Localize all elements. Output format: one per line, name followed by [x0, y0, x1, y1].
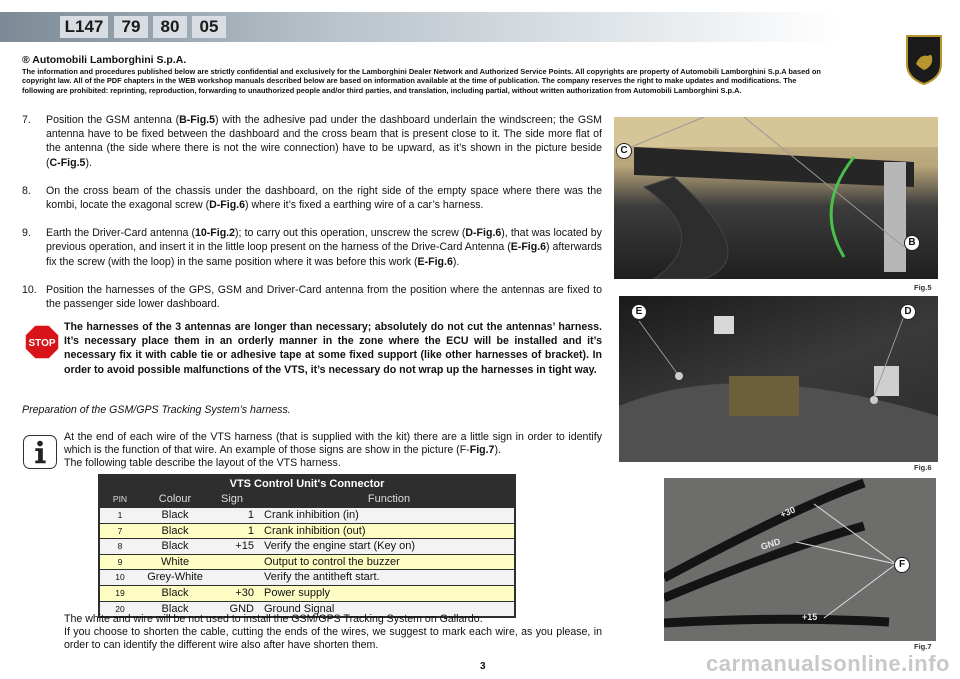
figure-reference: B-Fig.5	[179, 114, 216, 126]
cell-colour: Black	[161, 524, 189, 537]
closing-text	[64, 613, 602, 653]
cell-pin: 10	[115, 572, 125, 583]
step-text-part: Earth the Driver-Card antenna (	[46, 227, 195, 240]
table-row	[100, 508, 514, 523]
step-text-part: On the cross beam of the chassis under the dashboard, on the right side of the empty space where there was the kombi, locate the exagonal screw (	[46, 184, 602, 212]
step-text	[46, 113, 602, 170]
table-header-row	[100, 492, 514, 507]
vts-connector-table	[98, 474, 516, 618]
cell-colour: Black	[161, 586, 189, 599]
cell-colour: Black	[161, 602, 189, 615]
step-text	[46, 184, 602, 212]
cell-pin: 9	[117, 556, 123, 567]
cell-sign: +30	[235, 586, 254, 599]
header-function: Function	[367, 493, 411, 505]
lamborghini-logo	[904, 34, 944, 86]
info-text	[64, 431, 602, 470]
step-number: 8.	[22, 184, 31, 197]
cell-function: Crank inhibition (in)	[264, 509, 359, 521]
table-title: VTS Control Unit's Connector	[229, 478, 385, 490]
info-text-part: At the end of each wire of the VTS harness (that is supplied with the kit) there are a little sign in order to identify which is the function of that wire. An example of those signs are show in the picture (F-	[64, 431, 602, 456]
copyright-owner: ® Automobili Lamborghini S.p.A.	[22, 54, 187, 66]
header-sign: Sign	[220, 493, 244, 505]
figure-reference: D-Fig.6	[465, 227, 502, 240]
table-row	[100, 570, 514, 585]
step-text-part: Position the GSM antenna (	[46, 114, 180, 126]
step-text-part: ).	[85, 156, 92, 169]
step-text-part: ).	[452, 255, 460, 268]
step-8	[22, 184, 602, 212]
figure-6-illustration	[619, 296, 938, 462]
page-number: 3	[480, 661, 486, 672]
figure-marker-d: D	[900, 304, 916, 320]
step-text-part: ) where it’s fixed a earthing wire of a car’s harness.	[245, 199, 484, 212]
step-text-part: ) afterwards fix the screw (with the loop) in the same position where it was before this work (	[46, 241, 602, 268]
doc-code-1: L147	[60, 16, 108, 38]
step-number: 10.	[22, 283, 37, 296]
step-text-part: ) with the adhesive pad under the dashboard underlain the windscreen; the GSM antenna have to be fixed between the dashboard and the cross beam that is present close to it. The side more flat of the antenna (the side where there is not the wire connection) have to be upward, as it’s shown in the picture beside (	[46, 114, 602, 169]
header-colour: Colour	[158, 493, 192, 505]
doc-code-3: 80	[153, 16, 187, 38]
step-9	[22, 226, 602, 269]
closing-line: The white and wire will be not used to install the GSM/GPS Tracking System on Gallardo.	[64, 613, 483, 625]
table-row	[100, 555, 514, 570]
doc-code-4: 05	[192, 16, 226, 38]
figure-6-photo	[619, 296, 938, 462]
table-row	[100, 539, 514, 554]
table-row	[100, 586, 514, 601]
figure-7-label: Fig.7	[914, 642, 932, 651]
figure-5-illustration	[614, 117, 938, 279]
wire-mark-gnd: GND	[759, 536, 782, 552]
copyright-text: The information and procedures published below are strictly confidential and exclusively for the Lamborghini Dealer Network and Authorized Service Points. All copyrights are property of Automobili Lamborghini S.p.A based on copyright law. All of the PDF chapters in the WEB workshop manuals described below are based on information available at the time of publication. The company reserves the right to make updates and modifications. The following are prohibited: reprinting, reproduction, forwarding to unauthorized people and/or third parties, and translation, including partial, without written authorization from Automobili Lamborghini S.p.A.	[22, 67, 821, 95]
warning-text: The harnesses of the 3 antennas are longer than necessary; absolutely do not cut the antennas’ harness. It’s necessary place them in an orderly manner in the zone where the ECU will be installed and it’s necessary fix it with cable tie or adhesive tape at some fixed support (like other harnesses of bracket). In order to avoid possible malfunctions of the VTS, it’s necessary do not wrap up the harnesses in tight way.	[64, 321, 602, 376]
watermark: carmanualsonline.info	[706, 651, 950, 676]
info-text-part: ).	[494, 444, 501, 456]
figure-5-photo	[614, 117, 938, 279]
steps-list	[22, 113, 602, 311]
cell-colour: Black	[161, 540, 189, 553]
figure-marker-b: B	[904, 235, 920, 251]
stop-sign-label: STOP	[28, 338, 56, 349]
cell-sign	[210, 555, 260, 570]
step-text-part: ); to carry out this operation, unscrew the screw (	[235, 227, 466, 240]
cell-sign: 1	[247, 509, 254, 521]
copyright-block	[22, 54, 828, 95]
step-7	[22, 113, 602, 170]
cell-sign: 1	[247, 524, 254, 537]
header-pin: PIN	[112, 494, 128, 504]
figure-reference: C-Fig.5	[49, 156, 86, 169]
figure-marker-e: E	[631, 304, 647, 320]
section-title: Preparation of the GSM/GPS Tracking System’s harness.	[22, 404, 291, 416]
wire-mark-30: +30	[778, 504, 797, 520]
closing-line: If you choose to shorten the cable, cutting the ends of the wires, we suggest to mark each wire, as you please, in order to can identify the different wire also after have shorten them.	[64, 626, 602, 652]
table-body	[100, 508, 514, 616]
cell-function: Power supply	[264, 586, 331, 599]
figure-5-label: Fig.5	[914, 283, 932, 292]
cell-function: Verify the engine start (Key on)	[264, 540, 416, 553]
cell-colour: White	[160, 555, 190, 568]
cell-colour: Grey-White	[147, 571, 203, 584]
cell-pin: 8	[117, 541, 123, 552]
doc-code-2: 79	[114, 16, 148, 38]
figure-marker-c: C	[616, 143, 632, 159]
figure-reference: 10-Fig.2	[194, 227, 236, 240]
step-number: 9.	[22, 227, 31, 240]
cell-pin: 1	[117, 510, 123, 520]
cell-function: Output to control the buzzer	[264, 555, 400, 568]
cell-pin: 7	[117, 525, 123, 536]
step-number: 7.	[22, 114, 31, 126]
cell-function: Verify the antitheft start.	[264, 571, 380, 584]
cell-function: Crank inhibition (out)	[264, 524, 366, 537]
cell-sign: GND	[229, 602, 254, 615]
figure-reference: E-Fig.6	[510, 241, 547, 254]
figure-reference: Fig.7	[469, 444, 495, 456]
info-icon	[23, 435, 57, 469]
stop-sign-icon	[24, 324, 60, 360]
table-row	[100, 524, 514, 539]
figure-reference: E-Fig.6	[417, 255, 453, 268]
step-10	[22, 283, 602, 311]
figure-marker-f: F	[894, 557, 910, 573]
cell-sign: +15	[235, 540, 254, 553]
wire-mark-15: +15	[802, 612, 818, 622]
cell-pin: 19	[115, 587, 125, 598]
cell-pin: 20	[115, 603, 125, 614]
step-text: Position the harnesses of the GPS, GSM and Driver-Card antenna from the position where the antennas are fixed to the passenger side lower dashboard.	[46, 283, 602, 311]
info-text-part: The following table describe the layout of the VTS harness.	[64, 457, 341, 469]
figure-6-label: Fig.6	[914, 463, 932, 472]
figure-reference: D-Fig.6	[209, 199, 246, 212]
cell-sign	[210, 570, 260, 585]
cell-colour: Black	[161, 509, 189, 521]
cell-function: Ground Signal	[264, 602, 335, 615]
step-text	[46, 226, 602, 269]
step-text-part: ), that was located by previous operation, and insert it in the little loop present on the harness of the Drive-Card Antenna (	[46, 227, 602, 254]
figure-7-photo	[664, 478, 936, 641]
